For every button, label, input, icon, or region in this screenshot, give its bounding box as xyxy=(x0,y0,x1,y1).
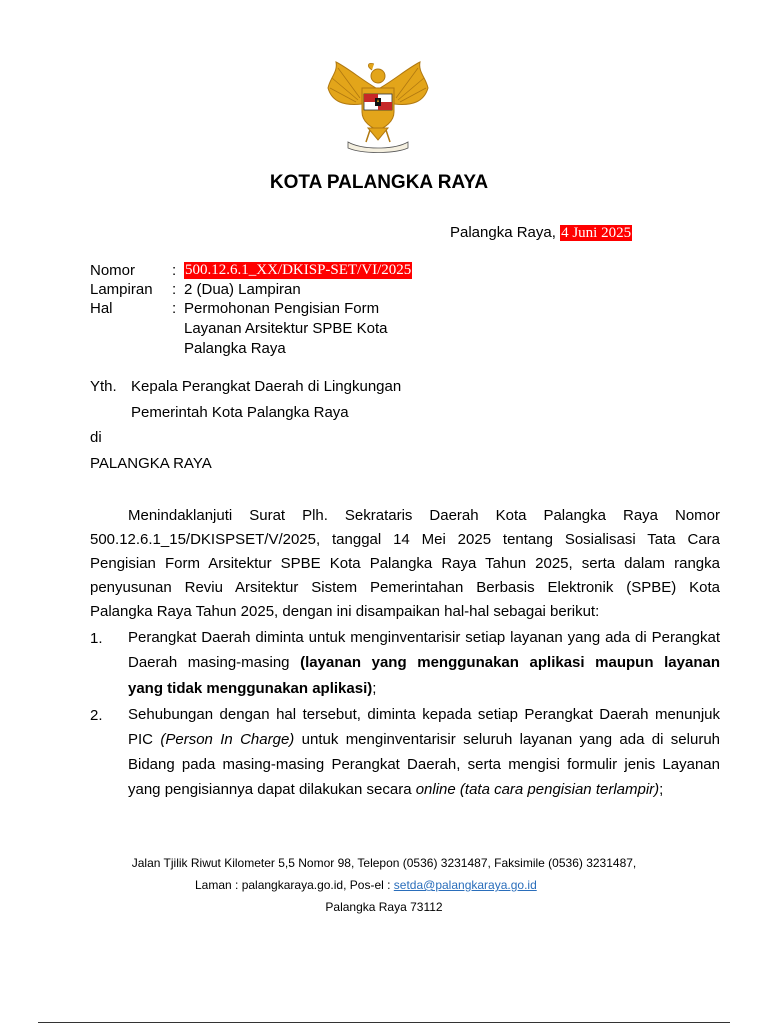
paragraph-line: Menindaklanjuti Surat Plh. Sekrataris Daerah Kota Palangka Raya Nomor xyxy=(128,507,720,524)
nomor-label: Nomor xyxy=(90,262,136,279)
date-line xyxy=(450,224,632,242)
hal-line: Palangka Raya xyxy=(184,340,286,357)
email-link[interactable]: setda@palangkaraya.go.id xyxy=(393,878,537,892)
footer-postal: Palangka Raya 73112 xyxy=(325,900,443,914)
list-item-line: yang pengisiannya dapat dilakukan secara online (tata cara pengisian terlampir); xyxy=(128,781,664,798)
hal-line: Permohonan Pengisian Form xyxy=(184,300,380,317)
list-item-line: Daerah masing-masing (layanan yang menggunakan aplikasi maupun layanan xyxy=(128,654,720,671)
list-item-line: Perangkat Daerah diminta untuk menginventarisir setiap layanan yang ada di Perangkat xyxy=(128,629,720,646)
date-value: 4 Juni 2025 xyxy=(561,225,632,241)
di-label: di xyxy=(90,429,102,446)
garuda-emblem-icon xyxy=(322,58,434,154)
list-item-line: yang tidak menggunakan aplikasi); xyxy=(128,680,377,697)
list-item-number: 1. xyxy=(90,630,103,647)
list-item-number: 2. xyxy=(90,707,103,724)
list-item-line: PIC (Person In Charge) untuk menginventarisir seluruh layanan yang ada di seluruh xyxy=(128,731,720,748)
footer-divider xyxy=(38,1022,730,1023)
hal-colon: : xyxy=(172,300,177,317)
recipient-line: Kepala Perangkat Daerah di Lingkungan xyxy=(131,378,402,395)
nomor-value: 500.12.6.1_XX/DKISP-SET/VI/2025 xyxy=(185,262,412,278)
hal-line: Layanan Arsitektur SPBE Kota xyxy=(184,320,388,337)
lampiran-value: 2 (Dua) Lampiran xyxy=(184,281,301,298)
paragraph-line: 500.12.6.1_15/DKISPSET/V/2025, tanggal 14 Mei 2025 tentang Sosialisasi Tata Cara xyxy=(90,531,720,548)
list-item-line: Sehubungan dengan hal tersebut, diminta kepada setiap Perangkat Daerah menunjuk xyxy=(128,706,720,723)
yth-label: Yth. xyxy=(90,378,117,395)
list-item-line: Bidang pada masing-masing Perangkat Daerah, serta mengisi formulir jenis Layanan xyxy=(128,756,720,773)
paragraph-line: Palangka Raya Tahun 2025, dengan ini disampaikan hal-hal sebagai berikut: xyxy=(90,603,600,620)
footer-contact: Laman : palangkaraya.go.id, Pos-el : setda@palangkaraya.go.id xyxy=(195,878,537,892)
hal-label: Hal xyxy=(90,300,113,317)
page-title: KOTA PALANGKA RAYA xyxy=(269,172,489,193)
paragraph-line: Pengisian Form Arsitektur SPBE Kota Palangka Raya Tahun 2025, serta dalam rangka xyxy=(90,555,720,572)
footer-address: Jalan Tjilik Riwut Kilometer 5,5 Nomor 98, Telepon (0536) 3231487, Faksimile (0536) 3231487, xyxy=(131,856,637,870)
nomor-colon: : xyxy=(172,262,177,279)
recipient-city: PALANGKA RAYA xyxy=(90,455,212,472)
recipient-line: Pemerintah Kota Palangka Raya xyxy=(131,404,349,421)
place-label: Palangka Raya, xyxy=(450,224,556,241)
paragraph-line: penyusunan Reviu Arsitektur Sistem Pemerintahan Berbasis Elektronik (SPBE) Kota xyxy=(90,579,720,596)
lampiran-label: Lampiran xyxy=(90,281,153,298)
lampiran-colon: : xyxy=(172,281,177,298)
